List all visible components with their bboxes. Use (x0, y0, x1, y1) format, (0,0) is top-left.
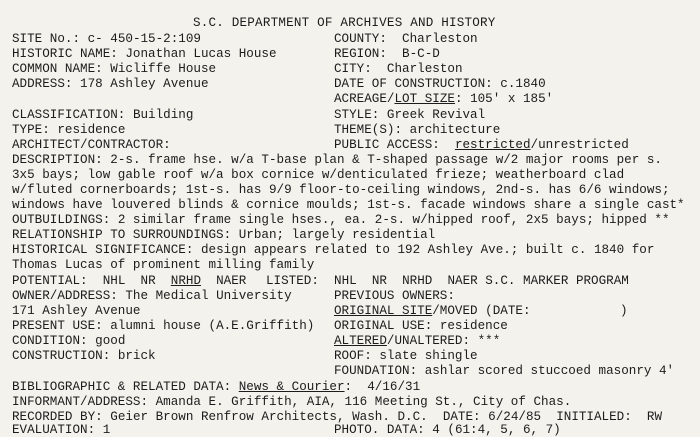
original-use-field (334, 319, 508, 334)
listed-nhl: NHL (334, 274, 357, 288)
address-value: 178 Ashley Avenue (80, 77, 209, 91)
potential-nhl: NHL (102, 274, 126, 288)
relationship-label: RELATIONSHIP TO SURROUNDINGS: (12, 228, 232, 242)
region-field (334, 47, 440, 62)
type-label: TYPE: (12, 123, 50, 137)
outbuildings-label: OUTBUILDINGS: (12, 213, 111, 227)
owner-field (12, 289, 292, 304)
architect-field (12, 138, 171, 153)
historic-name-label: HISTORIC NAME: (12, 47, 118, 61)
present-use-field (12, 319, 314, 334)
evaluation-field (12, 424, 110, 436)
photo-data-field (334, 424, 561, 436)
potential-label: POTENTIAL: (12, 274, 88, 288)
photo-data-value: 4 (61:4, 5, 6, 7) (432, 423, 561, 437)
historical-significance-label: HISTORICAL SIGNIFICANCE: (12, 243, 194, 257)
county-field (334, 32, 478, 47)
listed-marker: S.C. MARKER PROGRAM (485, 274, 629, 288)
recorded-date-label: DATE: (442, 410, 481, 424)
foundation-label: FOUNDATION: (334, 364, 418, 378)
listed-field (266, 274, 629, 289)
original-site-close: ) (620, 304, 628, 318)
unaltered-label: /UNALTERED: (386, 334, 471, 348)
recorded-by-value: Geier Brown Renfrow Architects, Wash. D.C. (110, 410, 428, 424)
potential-nr: NR (140, 274, 156, 288)
initialed-value: RW (646, 410, 663, 424)
document-title: S.C. DEPARTMENT OF ARCHIVES AND HISTORY (193, 16, 496, 30)
bibliographic-field (12, 380, 420, 395)
style-value: Greek Revival (386, 108, 486, 122)
description-line: 3x5 bays; low gable roof w/a box cornice w/denticulated frieze; weatherboard clad (12, 168, 625, 182)
evaluation-label: EVALUATION: (12, 423, 96, 437)
previous-owners-field (334, 289, 455, 304)
informant-value: Amanda E. Griffith, AIA, 116 Meeting St., City of Chas. (155, 395, 572, 409)
listed-nrhd: NRHD (402, 274, 433, 288)
present-use-label: PRESENT USE: (12, 319, 103, 333)
public-access-rest: /unrestricted (530, 138, 629, 152)
type-field (12, 123, 125, 138)
acreage-value: 105' x 185' (470, 92, 554, 106)
public-access-selected: restricted (454, 138, 531, 152)
listed-label: LISTED: (266, 274, 319, 288)
county-label: COUNTY: (334, 32, 387, 46)
listed-nr: NR (371, 274, 387, 288)
acreage-field: ACREAGE/LOT SIZE: 105' x 185' (334, 92, 554, 106)
region-label: REGION: (334, 47, 387, 61)
address-label: ADDRESS: (12, 77, 73, 91)
public-access-field (334, 138, 629, 153)
moved-label: /MOVED (DATE: (432, 304, 531, 318)
foundation-value: ashlar scored stuccoed masonry 4' (424, 364, 675, 378)
original-site-field (334, 304, 531, 319)
bibliographic-label: BIBLIOGRAPHIC & RELATED DATA: (12, 380, 232, 394)
recorded-date-value: 6/24/85 (488, 410, 542, 424)
themes-label: THEME(S): (334, 123, 403, 137)
altered-value: *** (477, 334, 501, 348)
city-label: CITY: (334, 62, 372, 76)
acreage-label: ACREAGE/ (334, 92, 395, 106)
themes-field (334, 123, 500, 138)
initialed-label: INITIALED: (556, 410, 632, 424)
condition-field (12, 334, 125, 349)
condition-value: good (95, 334, 126, 348)
region-value: B-C-D (402, 47, 440, 61)
altered-field (334, 334, 500, 349)
condition-label: CONDITION: (12, 334, 88, 348)
description-line: windows have louvered blinds & cornice moulds; 1st-s. facade windows share a single cast* (12, 198, 685, 212)
style-label: STYLE: (334, 108, 380, 122)
date-of-construction-field (334, 77, 546, 92)
owner-label: OWNER/ADDRESS: (12, 289, 118, 303)
date-of-construction-label: DATE OF CONSTRUCTION: (334, 77, 493, 91)
recorded-by-label: RECORDED BY: (12, 410, 103, 424)
lot-size-label: LOT SIZE (394, 92, 455, 106)
site-number-field (12, 32, 201, 47)
architect-label: ARCHITECT/CONTRACTOR: (12, 138, 171, 152)
construction-value: brick (117, 349, 156, 363)
bibliographic-date: : 4/16/31 (344, 380, 421, 394)
construction-label: CONSTRUCTION: (12, 349, 111, 363)
historic-name-value: Jonathan Lucas House (125, 47, 277, 61)
present-use-value: alumni house (A.E.Griffith) (110, 319, 315, 333)
potential-nrhd: NRHD (170, 274, 201, 288)
roof-label: ROOF: (334, 349, 372, 363)
common-name-label: COMMON NAME: (12, 62, 103, 76)
historical-significance-field (12, 243, 654, 258)
roof-field (334, 349, 478, 364)
potential-naer: NAER (216, 274, 247, 288)
city-value: Charleston (386, 62, 463, 76)
evaluation-value: 1 (102, 423, 111, 437)
themes-value: architecture (409, 123, 501, 137)
relationship-value: Urban; largely residential (238, 228, 436, 242)
date-of-construction-value: c.1840 (500, 77, 546, 91)
classification-field (12, 108, 193, 123)
classification-label: CLASSIFICATION: (12, 108, 126, 122)
description-line: w/fluted cornerboards; 1st-s. has 9/9 floor-to-ceiling windows, 2nd-s. has 6/6 windows; (12, 183, 670, 197)
relationship-field (12, 228, 435, 243)
informant-field (12, 395, 571, 410)
description-label: DESCRIPTION: (12, 153, 103, 167)
potential-field (12, 274, 246, 289)
original-use-value: residence (439, 319, 508, 333)
classification-value: Building (132, 108, 194, 122)
listed-naer: NAER (447, 274, 478, 288)
public-access-label: PUBLIC ACCESS: (334, 138, 440, 152)
description-field (12, 153, 662, 168)
historic-name-field (12, 47, 277, 62)
owner-value: The Medical University (125, 289, 292, 303)
description-line: 2-s. frame hse. w/a T-base plan & T-shaped passage w/2 major rooms per s. (110, 153, 662, 167)
foundation-field (334, 364, 674, 379)
informant-label: INFORMANT/ADDRESS: (12, 395, 149, 409)
type-value: residence (57, 123, 126, 137)
roof-value: slate shingle (379, 349, 478, 363)
city-field (334, 62, 463, 77)
site-number-label: SITE No.: (12, 32, 81, 46)
historical-significance-line: Thomas Lucas of prominent milling family (12, 258, 315, 272)
original-use-label: ORIGINAL USE: (334, 319, 433, 333)
address-field (12, 77, 209, 92)
common-name-field (12, 62, 216, 77)
county-value: Charleston (402, 32, 478, 46)
bibliographic-source: News & Courier (238, 380, 345, 394)
historical-significance-value: design appears related to 192 Ashley Ave.; built c. 1840 for (200, 243, 655, 257)
site-number-value: c- 450-15-2:109 (87, 32, 201, 46)
owner-address-line: 171 Ashley Avenue (12, 304, 141, 318)
previous-owners-label: PREVIOUS OWNERS: (334, 289, 455, 303)
altered-label: ALTERED (334, 334, 387, 348)
original-site-label: ORIGINAL SITE (334, 304, 433, 318)
outbuildings-value: 2 similar frame single hses., ea. 2-s. w/hipped roof, 2x5 bays; hipped ** (117, 213, 670, 227)
construction-field (12, 349, 156, 364)
outbuildings-field (12, 213, 670, 228)
common-name-value: Wicliffe House (110, 62, 217, 76)
style-field (334, 108, 485, 123)
photo-data-label: PHOTO. DATA: (334, 423, 425, 437)
